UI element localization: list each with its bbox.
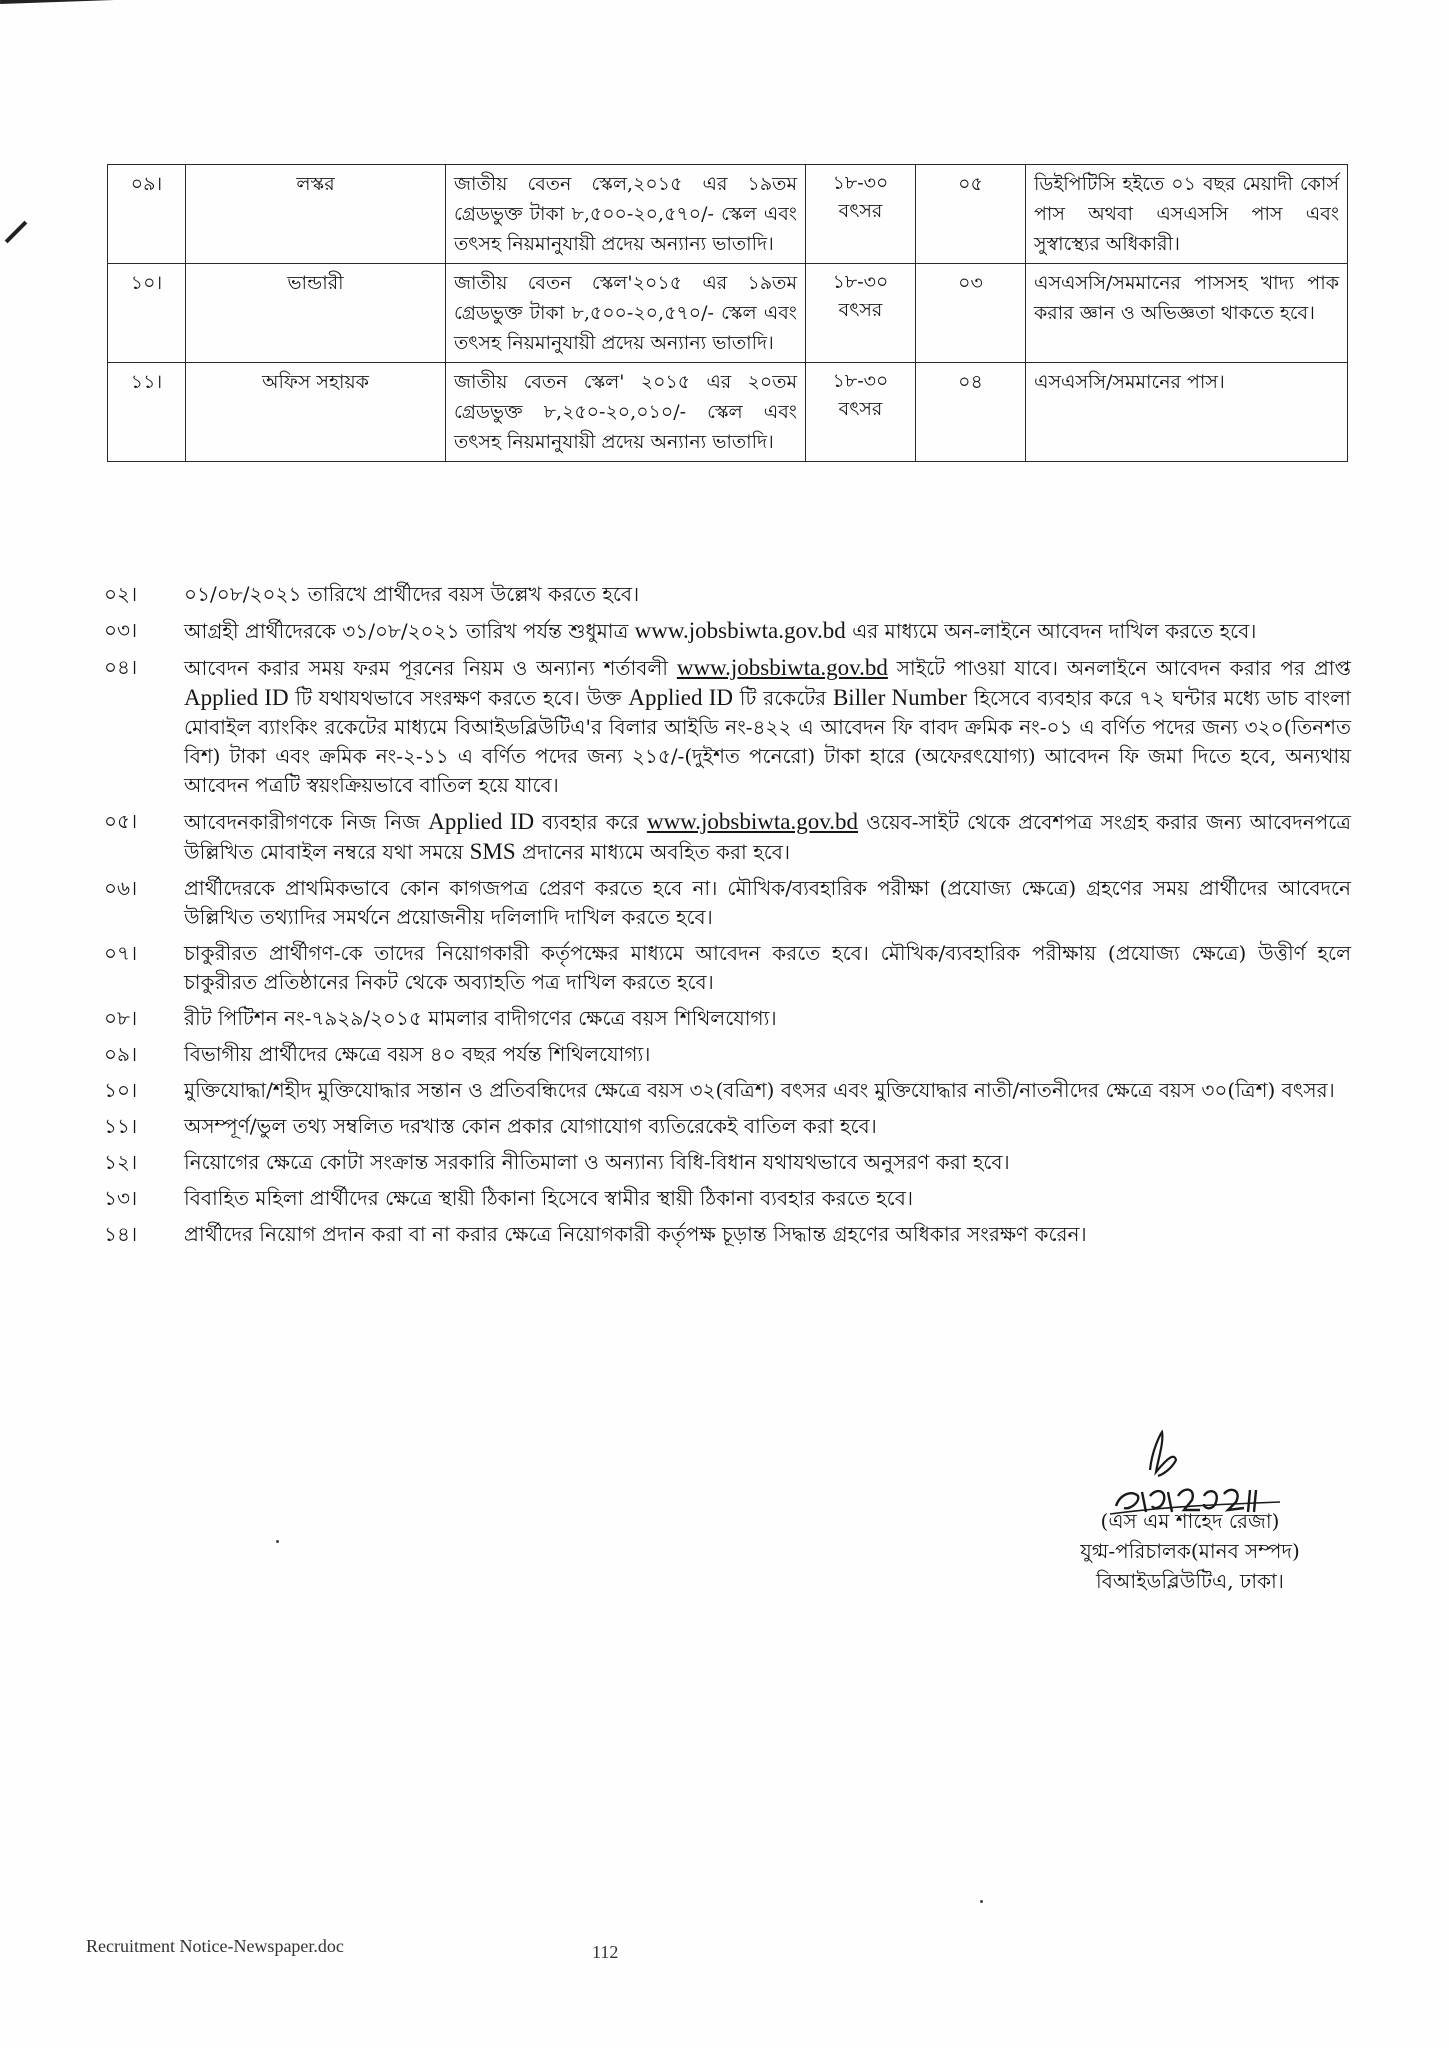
condition-text bbox=[184, 653, 1351, 800]
condition-number: ০৭। bbox=[104, 941, 138, 965]
condition-item bbox=[104, 653, 1351, 800]
condition-text: রীট পিটিশন নং-৭৯২৯/২০১৫ মামলার বাদীগণের ক্ষেত্রে বয়স শিথিলযোগ্য। bbox=[184, 1006, 777, 1030]
age-unit: বৎসর bbox=[838, 299, 883, 321]
condition-text bbox=[184, 807, 1351, 867]
condition-item bbox=[104, 1112, 1351, 1141]
age-range: ১৮-৩০ bbox=[832, 271, 889, 293]
age-range: ১৮-৩০ bbox=[832, 172, 889, 194]
condition-text: নিয়োগের ক্ষেত্রে কোটা সংক্রান্ত সরকারি নীতিমালা ও অন্যান্য বিধি-বিধান যথাযথভাবে অনুসরণ করা হবে। bbox=[184, 1150, 1010, 1174]
condition-text-part: প্রদানের মাধ্যমে অবহিত করা হবে। bbox=[515, 840, 791, 864]
age-range: ১৮-৩০ bbox=[832, 370, 889, 392]
condition-text-part: আবেদনকারীগণকে নিজ নিজ bbox=[184, 810, 429, 834]
post-name-cell: লস্কর bbox=[186, 165, 446, 264]
condition-text-part: হিসেবে ব্যবহার করে ৭২ ঘন্টার মধ্যে ডাচ বাংলা মোবাইল ব্যাংকিং রকেটের মাধ্যমে বিআইডব্লিউটিএ'র বিলার আইডি নং-৪২২ এ আবেদন ফি বাবদ ক্রমিক নং-০১ এ বর্ণিত পদের জন্য ৩২০(তিনশত বিশ) টাকা এবং ক্রমিক নং-২-১১ এ বর্ণিত পদের জন্য ২১৫/-(দুইশত পনেরো) টাকা হারে (অফেরৎযোগ্য) আবেদন ফি জমা দিতে হবে, অন্যথায় আবেদন পত্রটি স্বয়ংক্রিয়ভাবে বাতিল হয়ে যাবে। bbox=[184, 686, 1351, 797]
table-row bbox=[108, 165, 1348, 264]
serial-cell: ১০। bbox=[108, 264, 186, 363]
condition-item bbox=[104, 1076, 1351, 1105]
qualification-cell: এসএসসি/সমমানের পাস। bbox=[1026, 363, 1348, 462]
biller-number-term: Biller Number bbox=[832, 685, 967, 710]
website-link[interactable]: www.jobsbiwta.gov.bd bbox=[676, 655, 888, 680]
condition-item bbox=[104, 1004, 1351, 1033]
condition-item bbox=[104, 1040, 1351, 1069]
sms-term: SMS bbox=[469, 839, 516, 864]
condition-text bbox=[184, 616, 1351, 646]
condition-number: ১০। bbox=[104, 1078, 138, 1102]
condition-item bbox=[104, 1184, 1351, 1213]
scan-artifact-top bbox=[0, 0, 300, 4]
condition-item bbox=[104, 874, 1351, 932]
pay-scale-cell: জাতীয় বেতন স্কেল,২০১৫ এর ১৯তম গ্রেডভুক্ত টাকা ৮,৫০০-২০,৫৭০/- স্কেল এবং তৎসহ নিয়মানুযায়ী প্রদেয় অন্যান্য ভাতাদি। bbox=[446, 165, 806, 264]
condition-item bbox=[104, 807, 1351, 867]
post-name-cell: ভান্ডারী bbox=[186, 264, 446, 363]
condition-number: ০৯। bbox=[104, 1042, 138, 1066]
table-row bbox=[108, 264, 1348, 363]
conditions-list bbox=[104, 580, 1351, 1256]
signatory-name: (এস এম শাহেদ রেজা) bbox=[1100, 1509, 1280, 1533]
qualification-cell: এসএসসি/সমমানের পাসসহ খাদ্য পাক করার জ্ঞান ও অভিজ্ঞতা থাকতে হবে। bbox=[1026, 264, 1348, 363]
condition-number: ০৩। bbox=[104, 618, 138, 642]
age-unit: বৎসর bbox=[838, 398, 883, 420]
condition-item bbox=[104, 580, 1351, 609]
condition-number: ১২। bbox=[104, 1150, 138, 1174]
applied-id-term: Applied ID bbox=[184, 685, 289, 710]
condition-number: ০২। bbox=[104, 582, 138, 606]
condition-text-part: টি রকেটের bbox=[732, 686, 833, 710]
post-count-cell: ০৩ bbox=[916, 264, 1026, 363]
condition-text: বিভাগীয় প্রার্থীদের ক্ষেত্রে বয়স ৪০ বছর পর্যন্ত শিথিলযোগ্য। bbox=[184, 1042, 651, 1066]
signatory-office: বিআইডব্লিউটিএ, ঢাকা। bbox=[1096, 1569, 1284, 1593]
footer-page-number: 112 bbox=[592, 1942, 619, 1962]
pay-scale-cell: জাতীয় বেতন স্কেল'২০১৫ এর ১৯তম গ্রেডভুক্ত টাকা ৮,৫০০-২০,৫৭০/- স্কেল এবং তৎসহ নিয়মানুযায়ী প্রদেয় অন্যান্য ভাতাদি। bbox=[446, 264, 806, 363]
applied-id-term: Applied ID bbox=[628, 685, 733, 710]
condition-text-part: এর মাধ্যমে অন-লাইনে আবেদন দাখিল করতে হবে। bbox=[845, 619, 1257, 643]
scan-speck bbox=[276, 1540, 279, 1543]
condition-text: বিবাহিত মহিলা প্রার্থীদের ক্ষেত্রে স্থায়ী ঠিকানা হিসেবে স্বামীর স্থায়ী ঠিকানা ব্যবহার করতে হবে। bbox=[184, 1186, 913, 1210]
scan-artifact-mark bbox=[5, 221, 28, 244]
condition-text-part: সাইটে পাওয়া যাবে। অনলাইনে আবেদন করার পর প্রাপ্ত bbox=[887, 656, 1351, 680]
condition-text: প্রার্থীদের নিয়োগ প্রদান করা বা না করার ক্ষেত্রে নিয়োগকারী কর্তৃপক্ষ চূড়ান্ত সিদ্ধান্ত গ্রহণের অধিকার সংরক্ষণ করেন। bbox=[184, 1222, 1087, 1246]
condition-number: ০৬। bbox=[104, 876, 138, 900]
job-positions-table bbox=[107, 164, 1348, 462]
signatory-block bbox=[1030, 1506, 1350, 1596]
condition-number: ১১। bbox=[104, 1114, 138, 1138]
condition-item bbox=[104, 1220, 1351, 1249]
age-limit-cell bbox=[806, 264, 916, 363]
signatory-designation: যুগ্ম-পরিচালক(মানব সম্পদ) bbox=[1080, 1539, 1300, 1563]
condition-number: ০৪। bbox=[104, 655, 138, 679]
age-unit: বৎসর bbox=[838, 200, 883, 222]
age-limit-cell bbox=[806, 165, 916, 264]
website-link[interactable]: www.jobsbiwta.gov.bd bbox=[646, 809, 858, 834]
serial-cell: ১১। bbox=[108, 363, 186, 462]
condition-text-part: আগ্রহী প্রার্থীদেরকে ৩১/০৮/২০২১ তারিখ পর্যন্ত শুধুমাত্র bbox=[184, 619, 635, 643]
condition-text-part: ওয়েব-সাইট থেকে প্রবেশপত্র সংগ্রহ করার জন্য আবেদনপত্রে উল্লিখিত মোবাইল নম্বরে যথা সময়ে bbox=[184, 810, 1351, 864]
website-link[interactable]: www.jobsbiwta.gov.bd bbox=[634, 618, 846, 643]
condition-item bbox=[104, 1148, 1351, 1177]
age-limit-cell bbox=[806, 363, 916, 462]
condition-text-part: টি যথাযথভাবে সংরক্ষণ করতে হবে। উক্ত bbox=[288, 686, 629, 710]
scan-speck bbox=[980, 1900, 983, 1903]
post-count-cell: ০৫ bbox=[916, 165, 1026, 264]
post-count-cell: ০৪ bbox=[916, 363, 1026, 462]
post-name-cell: অফিস সহায়ক bbox=[186, 363, 446, 462]
condition-number: ১৩। bbox=[104, 1186, 138, 1210]
footer-document-name: Recruitment Notice-Newspaper.doc bbox=[86, 1936, 344, 1956]
qualification-cell: ডিইপিটিসি হইতে ০১ বছর মেয়াদী কোর্স পাস অথবা এসএসসি পাস এবং সুস্বাস্থ্যের অধিকারী। bbox=[1026, 165, 1348, 264]
condition-text-part: ব্যবহার করে bbox=[534, 810, 647, 834]
applied-id-term: Applied ID bbox=[428, 809, 535, 834]
condition-number: ০৮। bbox=[104, 1006, 138, 1030]
condition-item bbox=[104, 616, 1351, 646]
condition-text: অসম্পূর্ণ/ভুল তথ্য সম্বলিত দরখাস্ত কোন প্রকার যোগাযোগ ব্যতিরেকেই বাতিল করা হবে। bbox=[184, 1114, 877, 1138]
condition-number: ১৪। bbox=[104, 1222, 138, 1246]
pay-scale-cell: জাতীয় বেতন স্কেল' ২০১৫ এর ২০তম গ্রেডভুক্ত ৮,২৫০-২০,০১০/- স্কেল এবং তৎসহ নিয়মানুযায়ী প্রদেয় অন্যান্য ভাতাদি। bbox=[446, 363, 806, 462]
condition-text: প্রার্থীদেরকে প্রাথমিকভাবে কোন কাগজপত্র প্রেরণ করতে হবে না। মৌখিক/ব্যবহারিক পরীক্ষা (প্রযোজ্য ক্ষেত্রে) গ্রহণের সময় প্রার্থীদের আবেদনে উল্লিখিত তথ্যাদির সমর্থনে প্রয়োজনীয় দলিলাদি দাখিল করতে হবে। bbox=[184, 876, 1351, 929]
condition-number: ০৫। bbox=[104, 809, 138, 833]
condition-text: চাকুরীরত প্রার্থীগণ-কে তাদের নিয়োগকারী কর্তৃপক্ষের মাধ্যমে আবেদন করতে হবে। মৌখিক/ব্যবহারিক পরীক্ষায় (প্রযোজ্য ক্ষেত্রে) উত্তীর্ণ হলে চাকুরীরত প্রতিষ্ঠানের নিকট থেকে অব্যাহতি পত্র দাখিল করতে হবে। bbox=[184, 941, 1351, 994]
condition-item bbox=[104, 939, 1351, 997]
table-row bbox=[108, 363, 1348, 462]
condition-text: মুক্তিযোদ্ধা/শহীদ মুক্তিযোদ্ধার সন্তান ও প্রতিবন্ধিদের ক্ষেত্রে বয়স ৩২(বত্রিশ) বৎসর এবং মুক্তিযোদ্ধার নাতী/নাতনীদের ক্ষেত্রে বয়স ৩০(ত্রিশ) বৎসর। bbox=[184, 1078, 1335, 1102]
serial-cell: ০৯। bbox=[108, 165, 186, 264]
condition-text-part: আবেদন করার সময় ফরম পূরনের নিয়ম ও অন্যান্য শর্তাবলী bbox=[184, 656, 677, 680]
condition-text: ০১/০৮/২০২১ তারিখে প্রার্থীদের বয়স উল্লেখ করতে হবে। bbox=[184, 582, 640, 606]
